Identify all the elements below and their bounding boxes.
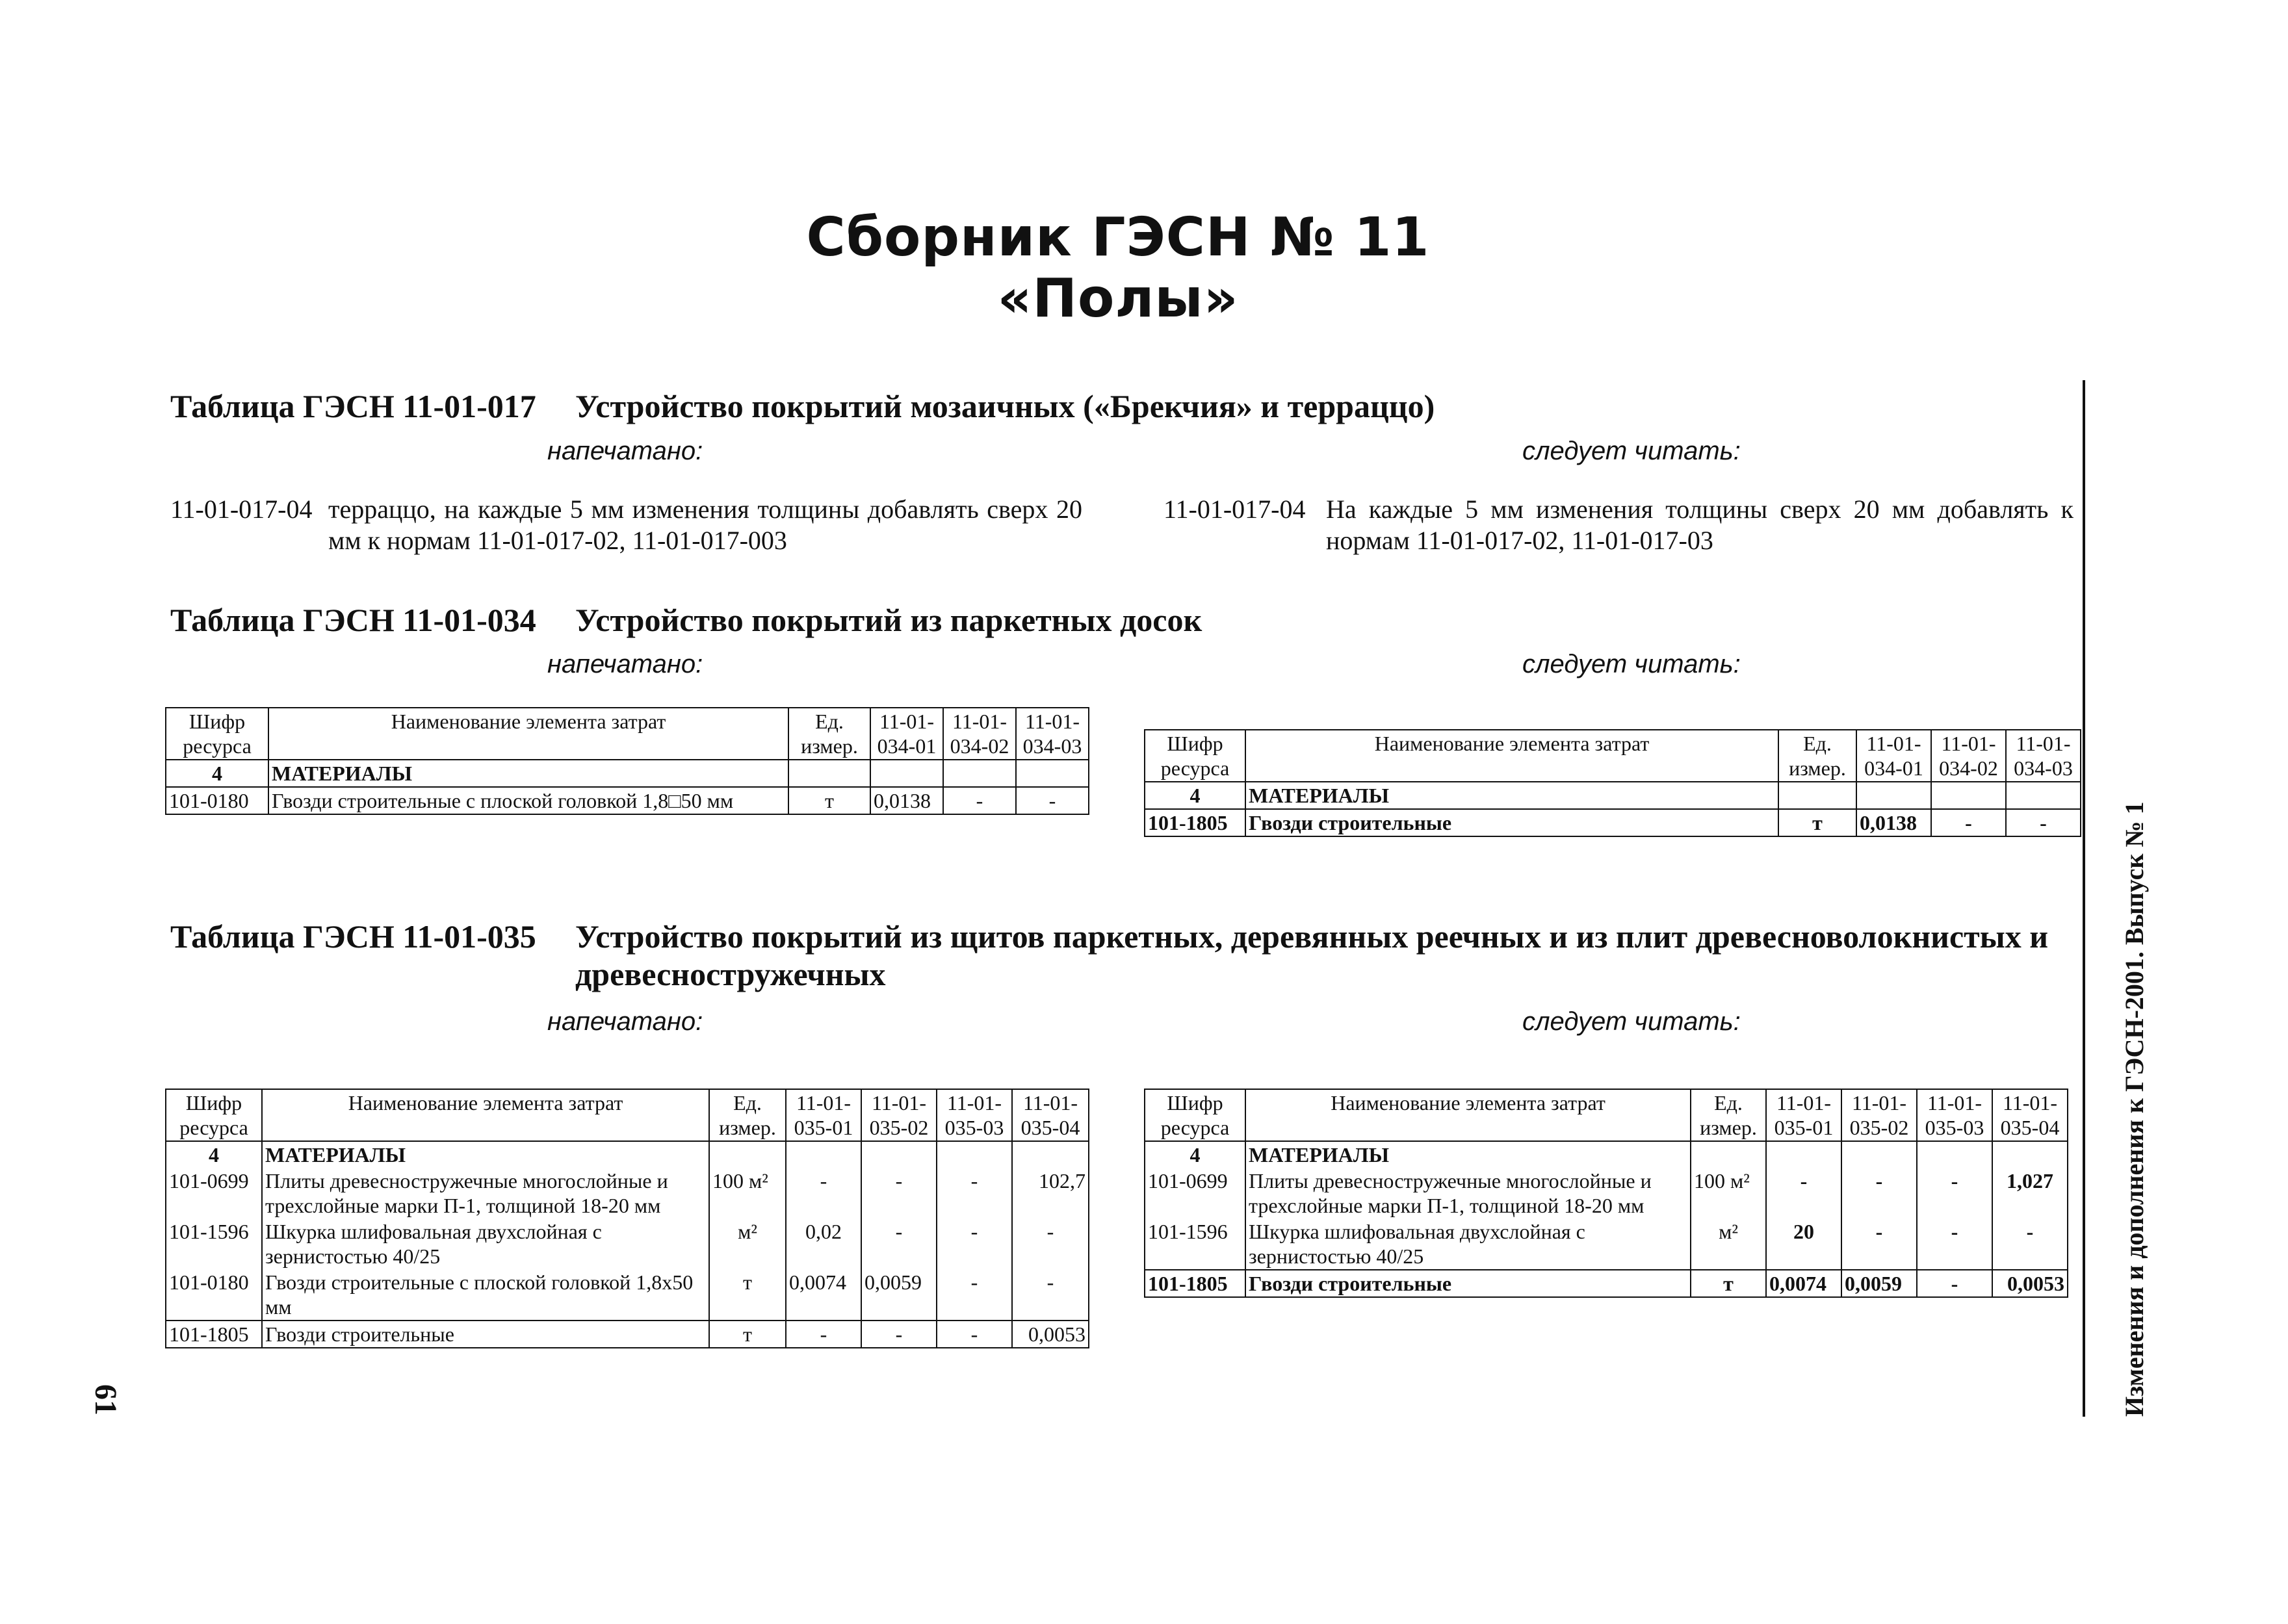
col-header-code: Шифр ресурса bbox=[1145, 730, 1245, 782]
table-header-row bbox=[166, 708, 1089, 760]
cell-value: - bbox=[861, 1321, 937, 1348]
section3-printed-table bbox=[165, 1089, 1089, 1348]
section1-correct-text: На каждые 5 мм изменения толщины сверх 20 мм добавлять к нормам 11-01-017-02, 11-01-017-03 bbox=[1326, 495, 2074, 555]
cell-name: Шкурка шлифовальная двухслойная с зернистостью 40/25 bbox=[1245, 1218, 1691, 1270]
col-header-code: Шифр ресурса bbox=[166, 708, 268, 760]
col-header-norm: 11-01-035-01 bbox=[786, 1089, 861, 1141]
cell-code: 101-1805 bbox=[166, 1321, 262, 1348]
document-subtitle: «Полы» bbox=[997, 268, 1239, 329]
table-row bbox=[1145, 1270, 2068, 1297]
section-code-cell: 4 bbox=[166, 1141, 262, 1168]
cell-code: 101-0699 bbox=[1145, 1168, 1245, 1218]
cell-unit: т bbox=[709, 1321, 786, 1348]
col-header-norm: 11-01-034-03 bbox=[1016, 708, 1089, 760]
section3-correct-table bbox=[1144, 1089, 2068, 1298]
table-section-row bbox=[166, 1141, 1089, 1168]
cell-value: - bbox=[1917, 1218, 1992, 1270]
cell-code: 101-0180 bbox=[166, 787, 268, 814]
section2-name: Устройство покрытий из паркетных досок bbox=[575, 602, 1202, 638]
table-row bbox=[1145, 1168, 2068, 1218]
cell-value: - bbox=[786, 1168, 861, 1218]
cell-value: - bbox=[1841, 1218, 1917, 1270]
cell-name: Гвозди строительные bbox=[1245, 1270, 1691, 1297]
cell-unit: т bbox=[1691, 1270, 1766, 1297]
cell-name: Плиты древесностружечные многослойные и трехслойные марки П-1, толщиной 18-20 мм bbox=[262, 1168, 709, 1218]
section1-printed-code: 11-01-017-04 bbox=[170, 495, 313, 524]
cell-value: - bbox=[1992, 1218, 2068, 1270]
cell-value: - bbox=[937, 1218, 1012, 1269]
section3-code: Таблица ГЭСН 11-01-035 bbox=[170, 918, 536, 955]
cell-value: - bbox=[861, 1168, 937, 1218]
cell-value: 0,0138 bbox=[1856, 809, 1931, 836]
cell-value: - bbox=[1931, 809, 2006, 836]
table-row bbox=[166, 787, 1089, 814]
col-header-norm: 11-01-034-02 bbox=[943, 708, 1016, 760]
cell-code: 101-1596 bbox=[166, 1218, 262, 1269]
col-header-norm: 11-01-035-03 bbox=[937, 1089, 1012, 1141]
cell-unit: т bbox=[1778, 809, 1856, 836]
section1-correct-code: 11-01-017-04 bbox=[1164, 495, 1306, 524]
col-header-code: Шифр ресурса bbox=[1145, 1089, 1245, 1141]
cell-value: - bbox=[937, 1321, 1012, 1348]
cell-value: 0,0059 bbox=[861, 1269, 937, 1321]
col-header-norm: 11-01-035-02 bbox=[1841, 1089, 1917, 1141]
table-row bbox=[166, 1218, 1089, 1269]
col-header-code: Шифр ресурса bbox=[166, 1089, 262, 1141]
section-name-cell: МАТЕРИАЛЫ bbox=[268, 760, 788, 787]
cell-unit: м² bbox=[709, 1218, 786, 1269]
table-row bbox=[166, 1321, 1089, 1348]
table-section-row bbox=[1145, 782, 2081, 809]
cell-code: 101-0699 bbox=[166, 1168, 262, 1218]
table-row bbox=[1145, 809, 2081, 836]
col-header-unit: Ед. измер. bbox=[709, 1089, 786, 1141]
cell-value: - bbox=[786, 1321, 861, 1348]
cell-name: Гвозди строительные с плоской головкой 1,8□50 мм bbox=[268, 787, 788, 814]
col-header-norm: 11-01-034-01 bbox=[1856, 730, 1931, 782]
section-name-cell: МАТЕРИАЛЫ bbox=[1245, 1141, 1691, 1168]
table-header-row bbox=[166, 1089, 1089, 1141]
cell-name: Плиты древесностружечные многослойные и трехслойные марки П-1, толщиной 18-20 мм bbox=[1245, 1168, 1691, 1218]
cell-value: 0,0059 bbox=[1841, 1270, 1917, 1297]
col-header-name: Наименование элемента затрат bbox=[262, 1089, 709, 1141]
section-code-cell: 4 bbox=[166, 760, 268, 787]
cell-unit: 100 м² bbox=[1691, 1168, 1766, 1218]
section2-correct-table bbox=[1144, 729, 2081, 837]
cell-name: Гвозди строительные bbox=[262, 1321, 709, 1348]
cell-name: Гвозди строительные bbox=[1245, 809, 1778, 836]
col-header-norm: 11-01-035-04 bbox=[1012, 1089, 1089, 1141]
cell-value: - bbox=[1917, 1168, 1992, 1218]
cell-value: - bbox=[1766, 1168, 1841, 1218]
col-header-name: Наименование элемента затрат bbox=[268, 708, 788, 760]
section1-printed-text: терраццо, на каждые 5 мм изменения толщины добавлять сверх 20 мм к нормам 11-01-017-02, 11-01-017-003 bbox=[328, 495, 1082, 555]
col-header-norm: 11-01-034-02 bbox=[1931, 730, 2006, 782]
cell-value: - bbox=[943, 787, 1016, 814]
cell-value: - bbox=[1841, 1168, 1917, 1218]
col-header-norm: 11-01-034-03 bbox=[2006, 730, 2081, 782]
cell-value: 0,0053 bbox=[1012, 1321, 1089, 1348]
cell-value: - bbox=[1016, 787, 1089, 814]
table-header-row bbox=[1145, 730, 2081, 782]
cell-value: - bbox=[937, 1269, 1012, 1321]
cell-value: 0,0053 bbox=[1992, 1270, 2068, 1297]
page-number: 61 bbox=[88, 1384, 123, 1415]
section2-printed-table bbox=[165, 707, 1089, 815]
cell-value: - bbox=[1917, 1270, 1992, 1297]
col-header-name: Наименование элемента затрат bbox=[1245, 1089, 1691, 1141]
cell-name: Шкурка шлифовальная двухслойная с зернистостью 40/25 bbox=[262, 1218, 709, 1269]
cell-code: 101-1805 bbox=[1145, 809, 1245, 836]
cell-code: 101-1805 bbox=[1145, 1270, 1245, 1297]
section-code-cell: 4 bbox=[1145, 782, 1245, 809]
cell-value: 1,027 bbox=[1992, 1168, 2068, 1218]
cell-value: 0,0074 bbox=[1766, 1270, 1841, 1297]
cell-unit: 100 м² bbox=[709, 1168, 786, 1218]
section3-name: Устройство покрытий из щитов паркетных, деревянных реечных и из плит древесноволокнистых и древесностружечных bbox=[575, 918, 2049, 992]
col-header-norm: 11-01-034-01 bbox=[870, 708, 943, 760]
table-header-row bbox=[1145, 1089, 2068, 1141]
section1-printed-label: напечатано: bbox=[547, 437, 703, 465]
cell-unit: м² bbox=[1691, 1218, 1766, 1270]
cell-value: 102,7 bbox=[1012, 1168, 1089, 1218]
col-header-unit: Ед. измер. bbox=[1778, 730, 1856, 782]
cell-value: - bbox=[1012, 1269, 1089, 1321]
section-name-cell: МАТЕРИАЛЫ bbox=[1245, 782, 1778, 809]
cell-code: 101-0180 bbox=[166, 1269, 262, 1321]
col-header-unit: Ед. измер. bbox=[1691, 1089, 1766, 1141]
table-section-row bbox=[166, 760, 1089, 787]
cell-value: - bbox=[937, 1168, 1012, 1218]
col-header-name: Наименование элемента затрат bbox=[1245, 730, 1778, 782]
table-row bbox=[166, 1269, 1089, 1321]
side-caption: Изменения и дополнения к ГЭСН-2001. Выпуск № 1 bbox=[2120, 801, 2149, 1417]
col-header-norm: 11-01-035-04 bbox=[1992, 1089, 2068, 1141]
document-title: Сборник ГЭСН № 11 bbox=[806, 207, 1430, 268]
cell-value: - bbox=[861, 1218, 937, 1269]
col-header-norm: 11-01-035-01 bbox=[1766, 1089, 1841, 1141]
section1-correct-label: следует читать: bbox=[1522, 437, 1741, 465]
cell-code: 101-1596 bbox=[1145, 1218, 1245, 1270]
section-code-cell: 4 bbox=[1145, 1141, 1245, 1168]
cell-value: 0,02 bbox=[786, 1218, 861, 1269]
section1-code: Таблица ГЭСН 11-01-017 bbox=[170, 388, 536, 424]
section1-name: Устройство покрытий мозаичных («Брекчия» и терраццо) bbox=[575, 388, 1435, 424]
table-row bbox=[166, 1168, 1089, 1218]
col-header-unit: Ед. измер. bbox=[788, 708, 870, 760]
cell-value: 0,0074 bbox=[786, 1269, 861, 1321]
section3-correct-label: следует читать: bbox=[1522, 1007, 1741, 1036]
cell-value: - bbox=[1012, 1218, 1089, 1269]
section2-code: Таблица ГЭСН 11-01-034 bbox=[170, 602, 536, 638]
table-section-row bbox=[1145, 1141, 2068, 1168]
col-header-norm: 11-01-035-03 bbox=[1917, 1089, 1992, 1141]
cell-value: 20 bbox=[1766, 1218, 1841, 1270]
cell-unit: т bbox=[788, 787, 870, 814]
cell-value: 0,0138 bbox=[870, 787, 943, 814]
section2-correct-label: следует читать: bbox=[1522, 650, 1741, 678]
col-header-norm: 11-01-035-02 bbox=[861, 1089, 937, 1141]
section-name-cell: МАТЕРИАЛЫ bbox=[262, 1141, 709, 1168]
cell-value: - bbox=[2006, 809, 2081, 836]
section2-printed-label: напечатано: bbox=[547, 650, 703, 678]
margin-rule bbox=[2083, 380, 2085, 1417]
cell-unit: т bbox=[709, 1269, 786, 1321]
section3-printed-label: напечатано: bbox=[547, 1007, 703, 1036]
cell-name: Гвозди строительные с плоской головкой 1,8х50 мм bbox=[262, 1269, 709, 1321]
table-row bbox=[1145, 1218, 2068, 1270]
